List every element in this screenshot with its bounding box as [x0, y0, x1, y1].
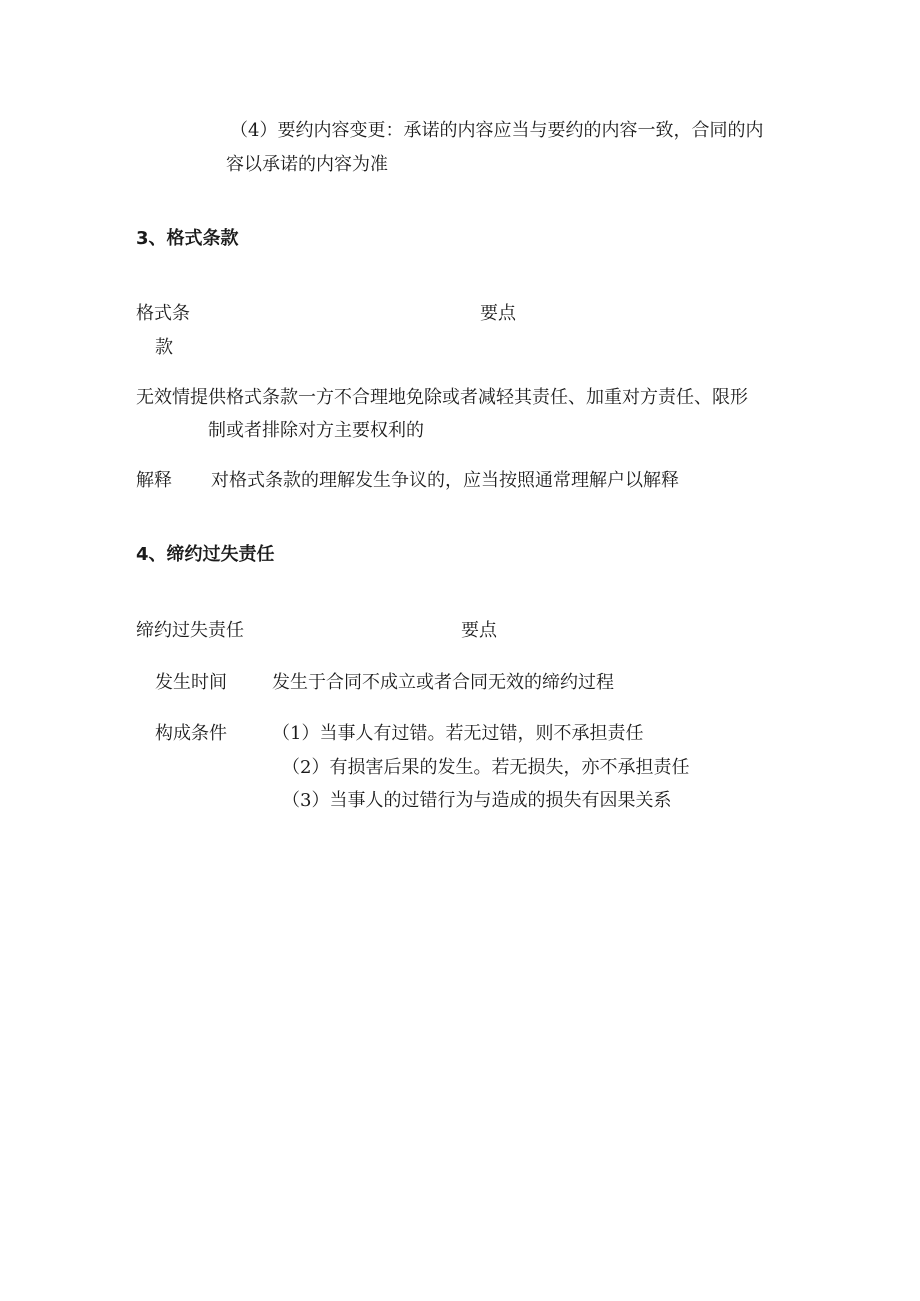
section-4-condition-2: （2）有损害后果的发生。若无损失，亦不承担责任 [282, 757, 690, 778]
section-3-row-invalid-text-line1: 提供格式条款一方不合理地免除或者减轻其责任、加重对方责任、限形 [190, 387, 748, 408]
section-4-row-time-text: 发生于合同不成立或者合同无效的缔约过程 [272, 672, 614, 693]
section-3-row-invalid-text-line2: 制或者排除对方主要权利的 [208, 420, 424, 441]
section-4-row-time-label: 发生时间 [155, 672, 227, 693]
section-4-condition-3: （3）当事人的过错行为与造成的损失有因果关系 [282, 790, 672, 811]
section-3-row-interpret-label: 解释 [136, 470, 172, 491]
item-4-line-2: 容以承诺的内容为准 [226, 154, 388, 175]
item-4-line-1: （4）要约内容变更：承诺的内容应当与要约的内容一致，合同的内 [230, 120, 764, 141]
section-4-row-conditions-label: 构成条件 [155, 723, 227, 744]
section-3-row-invalid-label: 无效情 [136, 387, 190, 408]
section-4-heading: 4、缔约过失责任 [136, 544, 275, 565]
section-4-header-col2: 要点 [461, 620, 497, 641]
section-4-condition-1: （1）当事人有过错。若无过错，则不承担责任 [272, 723, 644, 744]
section-4-header-col1: 缔约过失责任 [136, 620, 244, 641]
section-3-row-interpret-text: 对格式条款的理解发生争议的，应当按照通常理解户以解释 [211, 470, 679, 491]
section-3-header-col2: 要点 [480, 303, 516, 324]
section-3-header-col1-line2: 款 [155, 337, 173, 358]
section-3-header-col1-line1: 格式条 [136, 303, 190, 324]
section-3-heading: 3、格式条款 [136, 228, 239, 249]
